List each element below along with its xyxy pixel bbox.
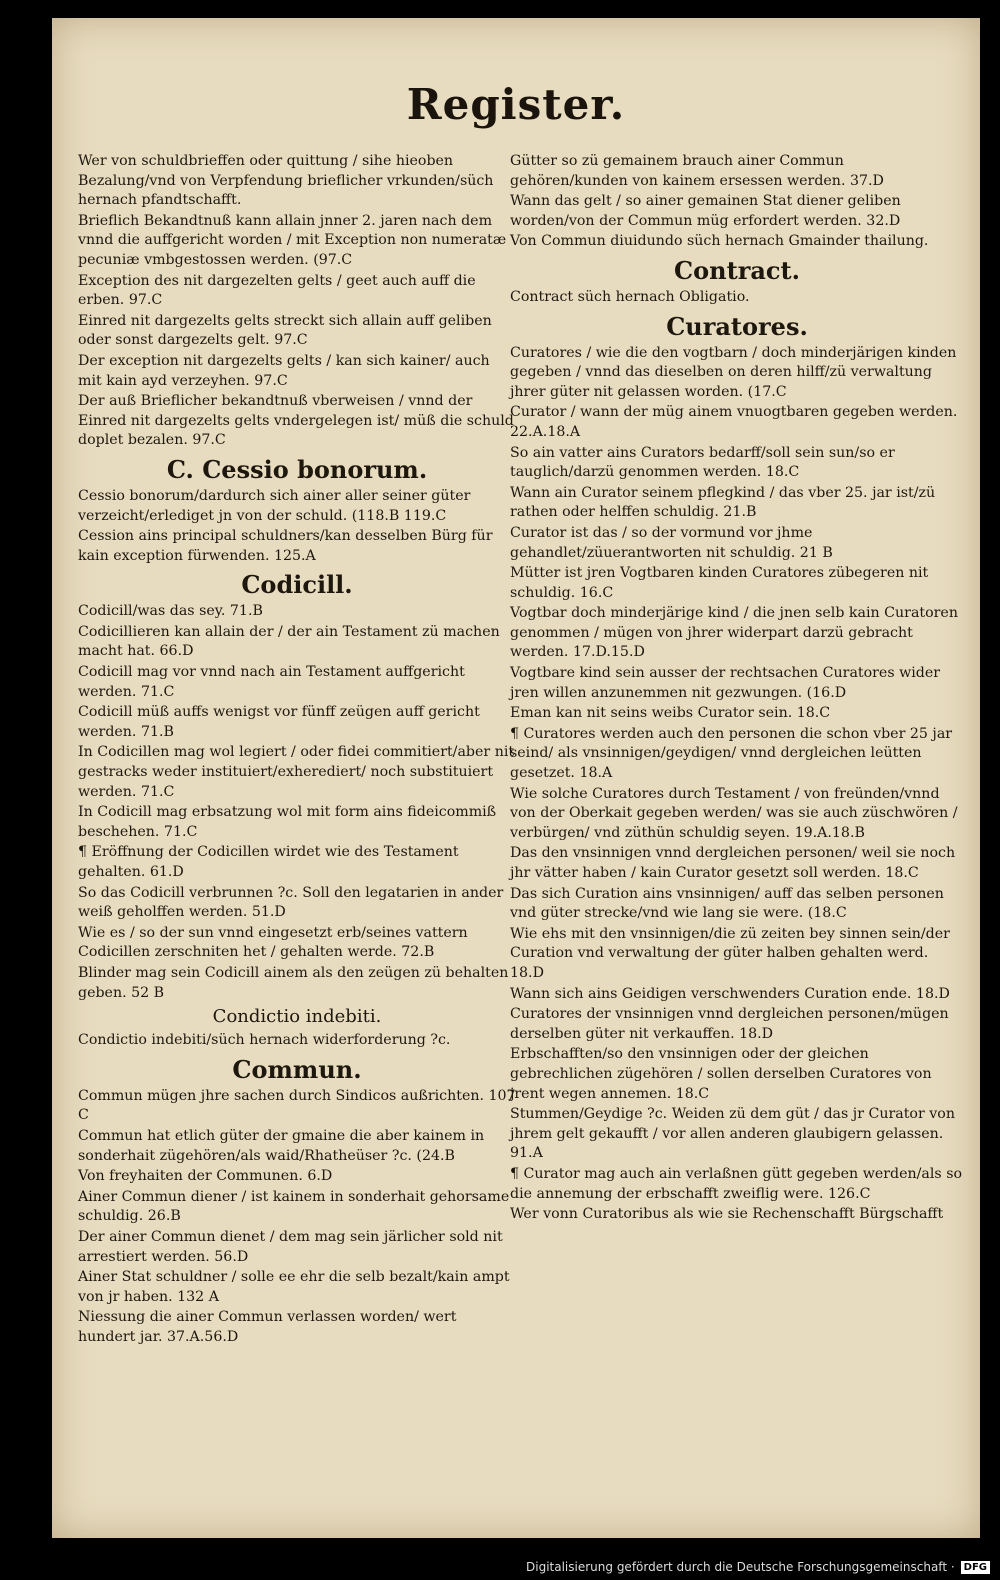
section-heading: Contract. — [674, 255, 800, 285]
register-entry: Wann ain Curator seinem pflegkind / das vber 25. jar ist/zü rathen oder helffen schuldig. 21.B — [510, 484, 936, 521]
register-entry: Vogtbar doch minderjärige kind / die jnen selb kain Curatoren genommen / mügen von jhrer widerpart darzü gebracht werden. 17.D.15.D — [510, 605, 958, 661]
register-entry: Ainer Commun diener / ist kainem in sonderhait gehorsame schuldig. 26.B — [78, 1188, 510, 1225]
left-column — [78, 152, 516, 1348]
register-entry: Condictio indebiti/süch hernach widerforderung ?c. — [78, 1032, 451, 1049]
register-entry: So das Codicill verbrunnen ?c. Soll den legatarien in ander weiß geholffen werden. 51.D — [78, 884, 504, 921]
register-entry: Der auß Brieflicher bekandtnuß vberweisen / vnnd der Einred nit dargezelts gelts vndergelegen ist/ müß die schuld doplet bezalen. 97.C — [78, 393, 514, 449]
register-entry: Codicill/was das sey. 71.B — [78, 603, 263, 620]
register-entry: Wie es / so der sun vnnd eingesetzt erb/seines vattern Codicillen zerschniten het / gehalten werde. 72.B — [78, 924, 468, 961]
register-entry: Der exception nit dargezelts gelts / kan sich kainer/ auch mit kain ayd verzeyhen. 97.C — [78, 352, 490, 389]
register-entry: Eman kan nit seins weibs Curator sein. 18.C — [510, 705, 831, 722]
register-entry: Wie solche Curatores durch Testament / von freünden/vnnd von der Oberkait gegeben werden/ was sie auch züschwören / verbürgen/ vnd züthün schuldig seyen. 19.A.18.B — [510, 785, 958, 841]
register-entry: Einred nit dargezelts gelts streckt sich allain auff geliben oder sonst dargezelts gelt. 97.C — [78, 312, 492, 349]
register-entry: Curator / wann der müg ainem vnuogtbaren gegeben werden. 22.A.18.A — [510, 404, 958, 440]
register-entry: Von freyhaiten der Communen. 6.D — [78, 1168, 333, 1185]
section-heading: Commun. — [232, 1054, 362, 1084]
register-entry: So ain vatter ains Curators bedarff/soll sein sun/so er tauglich/darzü genommen werden. 18.C — [510, 444, 895, 481]
register-entry: Cession ains principal schuldners/kan desselben Bürg für kain exception fürwenden. 125.A — [78, 528, 493, 564]
register-entry: Codicill mag vor vnnd nach ain Testament auffgericht werden. 71.C — [78, 664, 465, 700]
register-entry: Das sich Curation ains vnsinnigen/ auff das selben personen vnd güter strecke/vnd wie lang sie were. (18.C — [510, 885, 944, 922]
register-entry: ¶ Eröffnung der Codicillen wirdet wie des Testament gehalten. 61.D — [78, 844, 459, 880]
register-entry: Commun hat etlich güter der gmaine die aber kainem in sonderhait zügehören/als waid/Rhatheüser ?c. (24.B — [78, 1127, 485, 1164]
section-heading: Condictio indebiti. — [212, 1006, 382, 1028]
register-entry: Contract süch hernach Obligatio. — [510, 288, 750, 305]
register-entry: Das den vnsinnigen vnnd dergleichen personen/ weil sie noch jhr vätter haben / kain Curator gesetzt soll werden. 18.C — [510, 845, 956, 881]
register-entry: In Codicillen mag wol legiert / oder fidei commitiert/aber nit gestracks weder instituiert/exherediert/ noch substituiert werden. 71.C — [78, 744, 515, 800]
register-entry: Blinder mag sein Codicill ainem als den zeügen zü behalten geben. 52 B — [78, 964, 509, 1001]
register-entry: Commun mügen jhre sachen durch Sindicos außrichten. 107 C — [78, 1087, 516, 1124]
register-entry: Curator ist das / so der vormund vor jhme gehandlet/züuerantworten nit schuldig. 21 B — [510, 524, 833, 561]
register-entry: Von Commun diuidundo süch hernach Gmainder thailung. — [510, 233, 929, 250]
register-entry: Wann das gelt / so ainer gemainen Stat diener geliben worden/von der Commun müg erfordert werden. 32.D — [510, 193, 901, 229]
register-entry: Ainer Stat schuldner / solle ee ehr die selb bezalt/kain ampt von jr haben. 132 A — [78, 1269, 510, 1305]
register-entry: Wann sich ains Geidigen verschwenders Curation ende. 18.D — [510, 985, 950, 1002]
register-entry: Codicillieren kan allain der / der ain Testament zü machen macht hat. 66.D — [78, 623, 500, 660]
section-heading: C. Cessio bonorum. — [166, 454, 428, 484]
register-entry: Curatores / wie die den vogtbarn / doch minderjärigen kinden gegeben / vnnd das dieselben on deren hilff/zü verwaltung jhrer güter nit gelassen worden. (17.C — [510, 344, 957, 400]
register-entry: Brieflich Bekandtnuß kann allain jnner 2. jaren nach dem vnnd die auffgericht worden / mit Exception non numeratæ pecuniæ vmbgestossen werden. (97.C — [78, 212, 507, 268]
register-entry: Der ainer Commun dienet / dem mag sein järlicher sold nit arrestiert werden. 56.D — [78, 1228, 503, 1265]
register-entry: Wer von schuldbrieffen oder quittung / sihe hieoben Bezalung/vnd von Verpfendung brieflicher vrkunden/süch hernach pfandtschafft. — [78, 153, 494, 209]
dfg-logo: DFG — [961, 1561, 990, 1574]
footer-text: Digitalisierung gefördert durch die Deutsche Forschungsgemeinschaft · — [526, 1560, 955, 1574]
register-entry: Vogtbare kind sein ausser der rechtsachen Curatores wider jren willen anzunemmen nit gezwungen. (16.D — [510, 665, 941, 701]
footer-credit — [526, 1560, 990, 1574]
register-entry: Codicill müß auffs wenigst vor fünff zeügen auff gericht werden. 71.B — [78, 704, 480, 740]
register-entry: In Codicill mag erbsatzung wol mit form ains fideicommiß beschehen. 71.C — [78, 804, 497, 840]
register-entry: ¶ Curator mag auch ain verlaßnen gütt gegeben werden/als so die annemung der erbschafft zweiflig were. 126.C — [510, 1165, 963, 1202]
section-heading: Curatores. — [666, 311, 808, 341]
register-entry: Stummen/Geydige ?c. Weiden zü dem güt / das jr Curator von jhrem gelt gekaufft / vor allen anderen glaubigern gelassen. 91.A — [510, 1106, 955, 1162]
register-entry: Mütter ist jren Vogtbaren kinden Curatores zübegeren nit schuldig. 16.C — [510, 565, 929, 601]
register-entry: Exception des nit dargezelten gelts / geet auch auff die erben. 97.C — [78, 272, 476, 309]
register-page — [52, 18, 980, 1538]
right-column — [510, 152, 964, 1226]
register-entry: Erbschafften/so den vnsinnigen oder der gleichen gebrechlichen zügehören / sollen derselben Curatores von jrent wegen annemen. 18.C — [510, 1046, 932, 1102]
register-entry: Curatores der vnsinnigen vnnd dergleichen personen/mügen derselben güter nit verkauffen. 18.D — [510, 1006, 949, 1042]
register-entry: Cessio bonorum/dardurch sich ainer aller seiner güter verzeicht/erlediget jn von der schuld. (118.B 119.C — [78, 487, 471, 524]
register-entry: Gütter so zü gemainem brauch ainer Commun gehören/kunden von kainem ersessen werden. 37.D — [510, 153, 884, 189]
section-heading: Codicill. — [241, 570, 353, 600]
register-entry: Niessung die ainer Commun verlassen worden/ wert hundert jar. 37.A.56.D — [78, 1309, 457, 1345]
register-entry: ¶ Curatores werden auch den personen die schon vber 25 jar seind/ als vnsinnigen/geydigen/ vnnd dergleichen leütten gesetzet. 18.A — [510, 725, 953, 782]
register-entry: Wer vonn Curatoribus als wie sie Rechenschafft Bürgschafft — [510, 1206, 944, 1223]
page-title: Register. — [406, 80, 626, 129]
register-entry: Wie ehs mit den vnsinnigen/die zü zeiten bey sinnen sein/der Curation vnd verwaltung der güter halben gehalten werd. 18.D — [510, 925, 950, 981]
